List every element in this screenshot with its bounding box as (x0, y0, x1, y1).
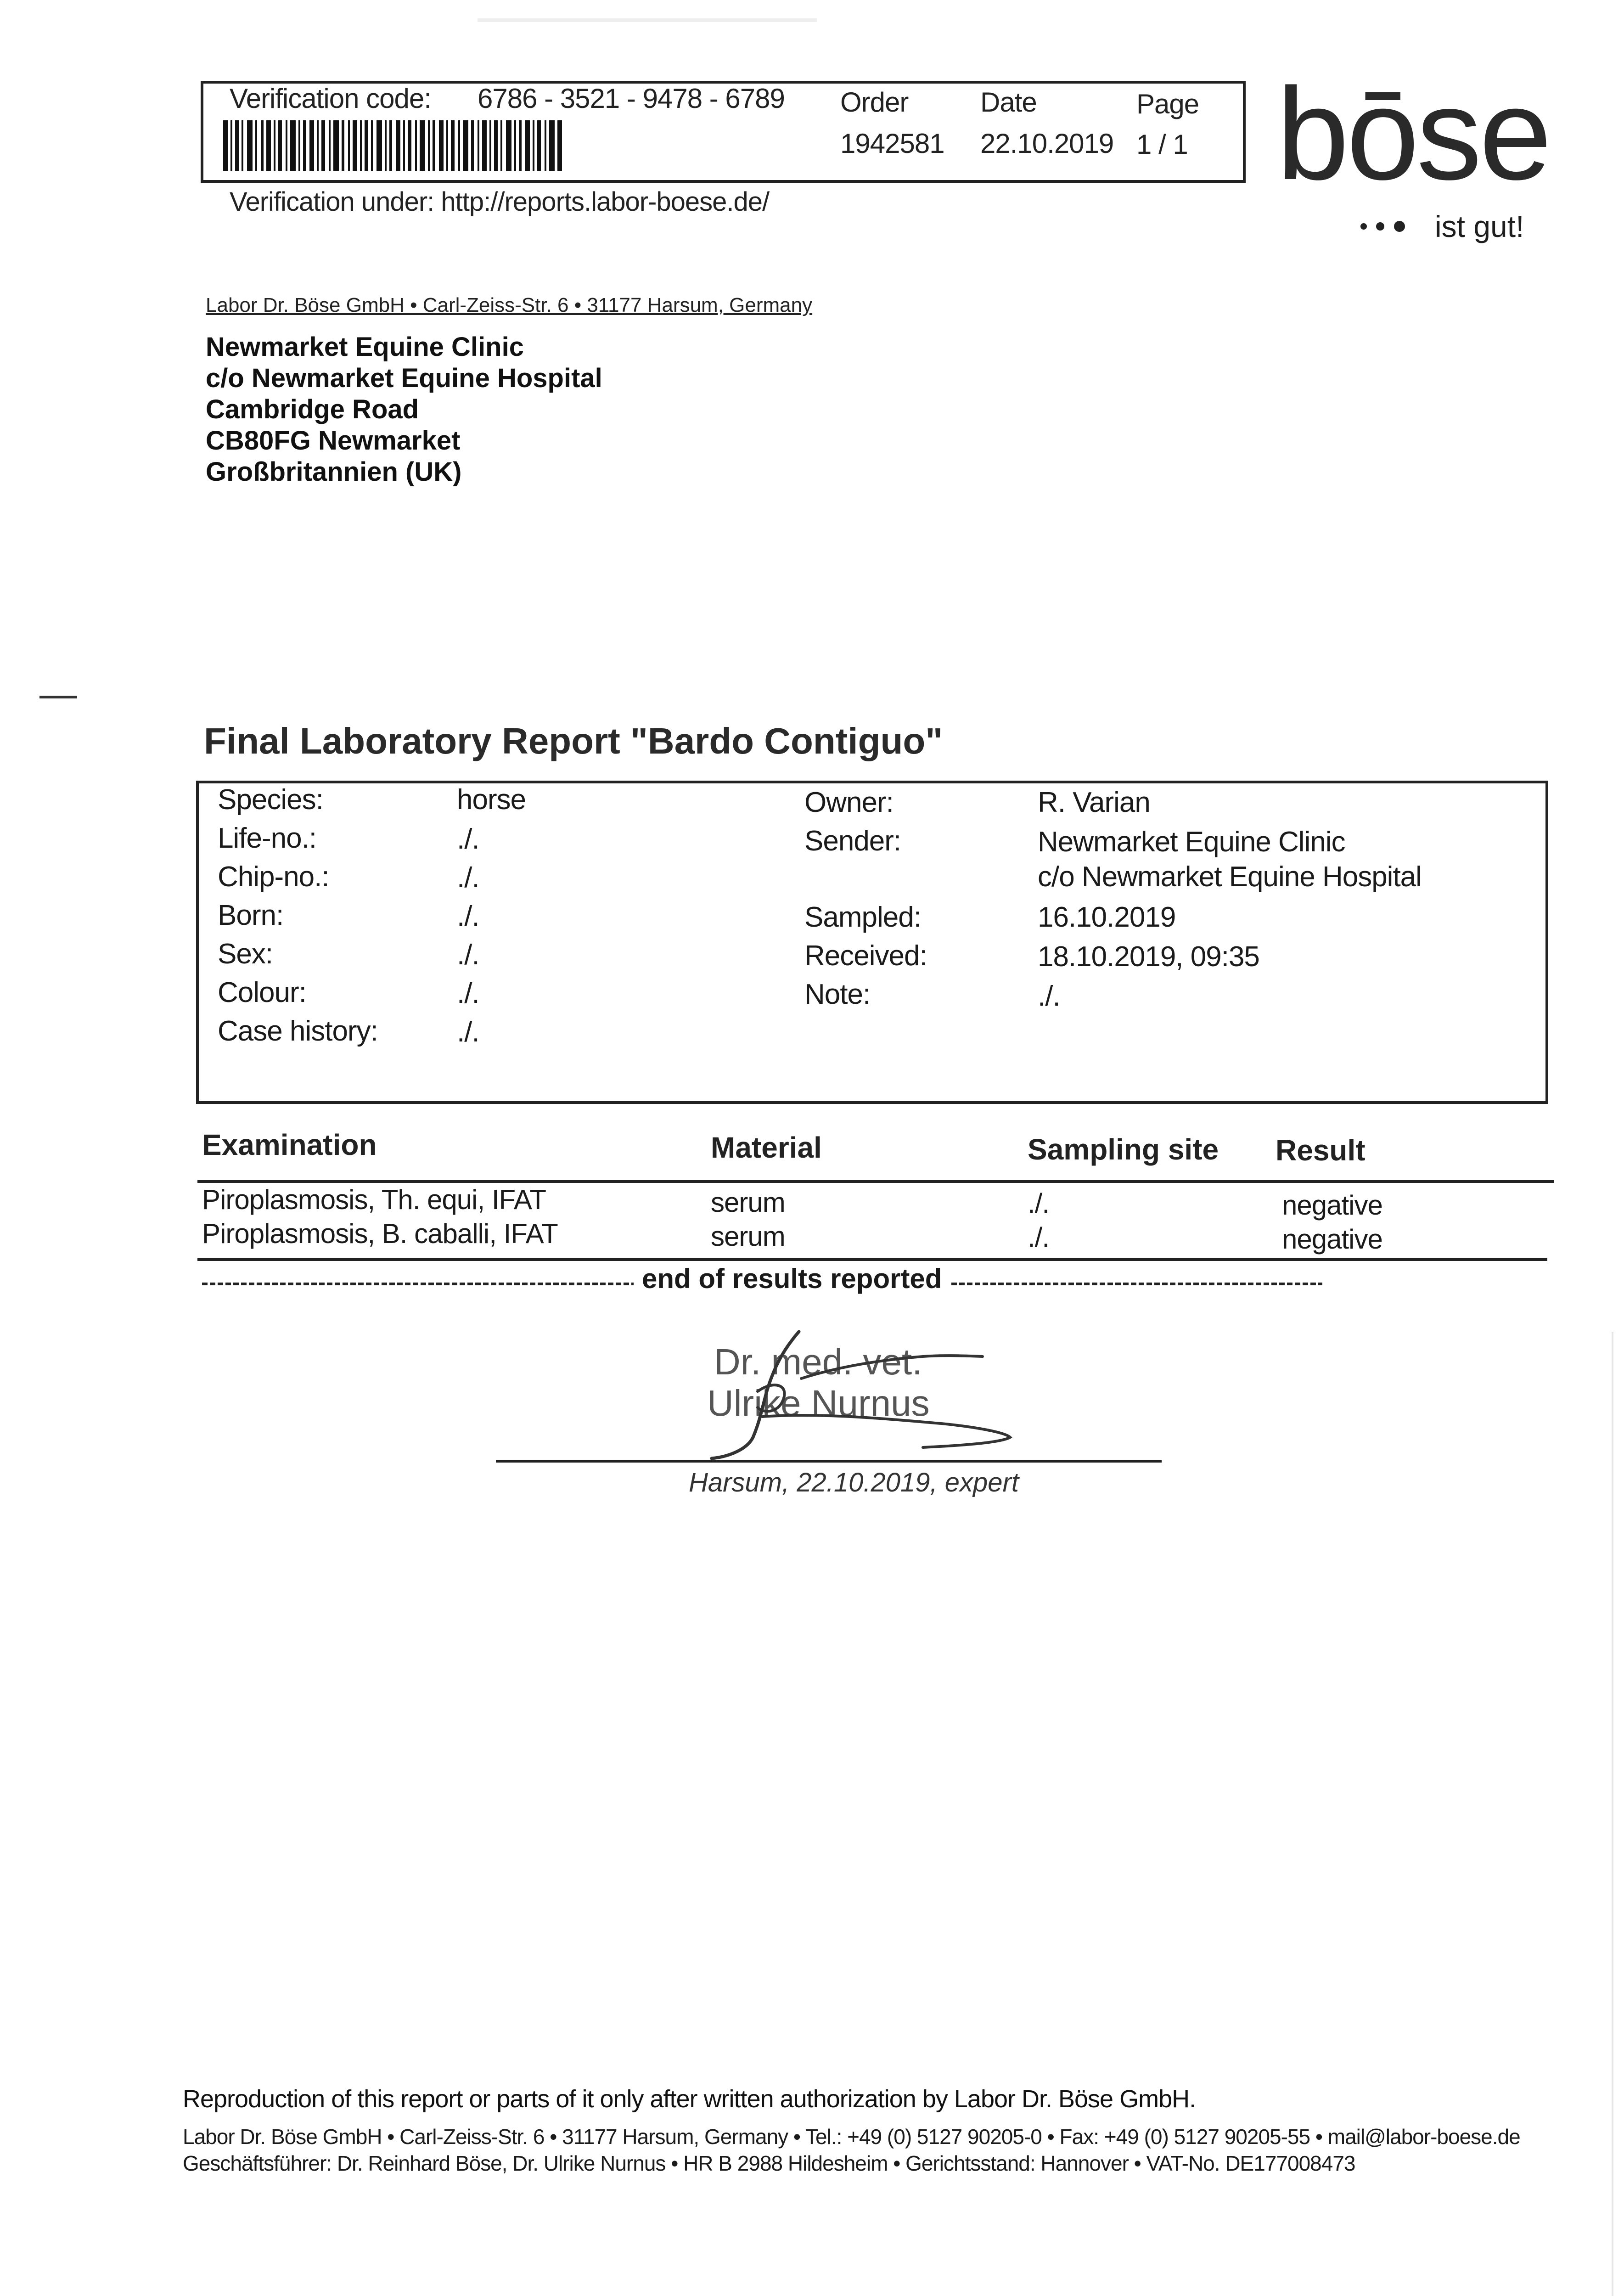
barcode-icon (223, 120, 563, 171)
end-of-results-text: end of results reported (634, 1263, 950, 1294)
sex-value: ./. (457, 939, 479, 971)
sampled-label: Sampled: (804, 901, 921, 933)
row-sampling-site: ./. (1028, 1188, 1050, 1219)
owner-value: R. Varian (1038, 787, 1150, 818)
logo-dots-icon (1359, 219, 1414, 233)
species-label: Species: (218, 784, 323, 816)
received-value: 18.10.2019, 09:35 (1038, 941, 1259, 973)
signature-caption: Harsum, 22.10.2019, expert (689, 1468, 1019, 1497)
colour-label: Colour: (218, 977, 306, 1008)
page-label: Page (1136, 89, 1199, 119)
logo-tagline: ist gut! (1435, 209, 1524, 243)
reproduction-notice: Reproduction of this report or parts of it only after written authorization by Labor Dr. Böse GmbH. (183, 2085, 1196, 2113)
fold-mark (39, 696, 77, 698)
col-header-examination: Examination (202, 1128, 377, 1161)
chip-no-value: ./. (457, 862, 479, 894)
order-value: 1942581 (840, 128, 944, 159)
sex-label: Sex: (218, 938, 273, 970)
sender-value: Newmarket Equine Clinic (1038, 826, 1345, 858)
recipient-line: Cambridge Road (206, 394, 419, 424)
row-material: serum (711, 1187, 785, 1218)
order-label: Order (840, 87, 909, 118)
note-label: Note: (804, 979, 871, 1010)
row-result: negative (1282, 1224, 1382, 1255)
report-title: Final Laboratory Report "Bardo Contiguo" (204, 720, 943, 761)
row-material: serum (711, 1221, 785, 1252)
row-examination: Piroplasmosis, B. caballi, IFAT (202, 1218, 558, 1249)
recipient-line: Newmarket Equine Clinic (206, 332, 524, 362)
sender-address-line: Labor Dr. Böse GmbH • Carl-Zeiss-Str. 6 • 31177 Harsum, Germany (206, 294, 813, 316)
verification-label: Verification code: (230, 83, 431, 114)
sender-value-line2: c/o Newmarket Equine Hospital (1038, 861, 1422, 893)
sampled-value: 16.10.2019 (1038, 901, 1176, 933)
verification-code: 6786 - 3521 - 9478 - 6789 (478, 83, 785, 114)
signatory-title: Dr. med. vet. (714, 1341, 922, 1382)
life-no-value: ./. (457, 823, 479, 855)
page-value: 1 / 1 (1136, 129, 1188, 160)
table-bottom-rule (197, 1258, 1547, 1261)
date-label: Date (980, 87, 1037, 118)
boese-logo: bōse (1276, 61, 1550, 207)
row-examination: Piroplasmosis, Th. equi, IFAT (202, 1184, 546, 1215)
received-label: Received: (804, 940, 927, 972)
verification-url: Verification under: http://reports.labor-boese.de/ (230, 187, 770, 217)
species-value: horse (457, 784, 526, 816)
col-header-sampling-site: Sampling site (1028, 1133, 1219, 1166)
owner-label: Owner: (804, 787, 893, 818)
born-value: ./. (457, 900, 479, 932)
col-header-material: Material (711, 1131, 822, 1164)
signature-rule (496, 1460, 1162, 1463)
born-label: Born: (218, 900, 284, 931)
footer-management-line: Geschäftsführer: Dr. Reinhard Böse, Dr. Ulrike Nurnus • HR B 2988 Hildesheim • Gerichtsstand: Hannover • VAT-No. DE177008473 (183, 2151, 1355, 2175)
handwritten-signature (684, 1322, 1033, 1460)
colour-value: ./. (457, 978, 479, 1009)
recipient-line: c/o Newmarket Equine Hospital (206, 363, 602, 393)
date-value: 22.10.2019 (980, 128, 1114, 159)
footer-company-line: Labor Dr. Böse GmbH • Carl-Zeiss-Str. 6 • 31177 Harsum, Germany • Tel.: +49 (0) 5127 90205-0 • Fax: +49 (0) 5127 90205-55 • mail@labor-boese.de (183, 2125, 1520, 2149)
case-history-value: ./. (457, 1016, 479, 1048)
scan-edge (1612, 1332, 1613, 2296)
col-header-result: Result (1276, 1134, 1366, 1167)
chip-no-label: Chip-no.: (218, 861, 329, 893)
note-value: ./. (1038, 980, 1060, 1012)
recipient-line: CB80FG Newmarket (206, 426, 461, 456)
table-header-rule (197, 1180, 1554, 1183)
sender-label: Sender: (804, 825, 901, 857)
case-history-label: Case history: (218, 1015, 378, 1047)
recipient-line: Großbritannien (UK) (206, 457, 462, 487)
row-sampling-site: ./. (1028, 1222, 1050, 1253)
scan-artifact (478, 18, 817, 22)
row-result: negative (1282, 1190, 1382, 1221)
signatory-name: Ulrike Nurnus (707, 1383, 930, 1424)
life-no-label: Life-no.: (218, 822, 317, 854)
